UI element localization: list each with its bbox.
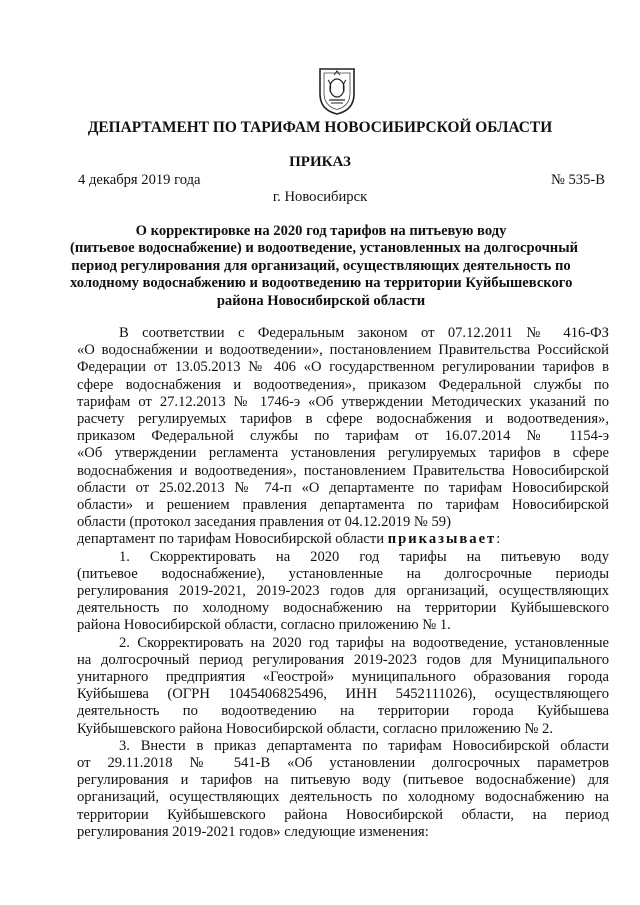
preamble-line: тарифам от 27.12.2013 № 1746-э «Об утверждении Методических указаний по — [77, 393, 609, 410]
preamble-line: области от 25.02.2013 № 74-п «О департаменте по тарифам Новосибирской — [77, 479, 609, 496]
order-date: 4 декабря 2019 года — [78, 172, 201, 188]
item-line: 1. Скорректировать на 2020 год тарифы на питьевую воду — [119, 548, 609, 565]
preamble-line: области» и решением правления департамента по тарифам Новосибирской — [77, 497, 609, 514]
orders-emphasis: приказывает — [387, 531, 497, 548]
orders-end: : — [496, 531, 501, 548]
item-line: деятельность по водоотведению на территории города Куйбышева — [77, 703, 609, 720]
subject-line: холодному водоснабжению и водоотведению на территории Куйбышевского — [70, 275, 573, 292]
orders-text: департамент по тарифам Новосибирской области — [77, 531, 388, 548]
order-body — [77, 325, 609, 841]
preamble-line: «Об утверждении регламента установления регулируемых тарифов в сфере — [77, 445, 609, 462]
subject-line: период регулирования для организаций, осуществляющих деятельность по — [71, 257, 571, 274]
preamble-line: «О водоснабжении и водоотведении», постановлением Правительства Российской — [77, 342, 609, 359]
item-line: 2. Скорректировать на 2020 год тарифы на водоотведение, установленные — [119, 634, 609, 651]
item-line: 3. Внести в приказ департамента по тарифам Новосибирской области — [119, 737, 609, 754]
preamble-line: сфере водоснабжения и водоотведения», приказом Федеральной службы по — [77, 376, 609, 393]
preamble-line: области (протокол заседания правления от 04.12.2019 № 59) — [77, 514, 451, 531]
item-line: Куйбышева (ОГРН 1045406825496, ИНН 5452111026), осуществляющего — [77, 686, 609, 703]
item-line: Куйбышевского района Новосибирской области, согласно приложению № 2. — [77, 720, 553, 737]
item-line: от 29.11.2018 № 541-В «Об установлении долгосрочных параметров — [77, 755, 609, 772]
department-name: ДЕПАРТАМЕНТ ПО ТАРИФАМ НОВОСИБИРСКОЙ ОБЛАСТИ — [87, 119, 553, 136]
orders-line — [77, 531, 609, 548]
item-line: регулирования 2019-2021 годов» следующие изменения: — [77, 823, 429, 840]
order-item-2 — [77, 635, 609, 738]
item-line: (питьевое водоснабжение), установленные на долгосрочные периоды — [77, 565, 609, 582]
document-type: ПРИКАЗ — [289, 154, 351, 170]
preamble-line: водоснабжения и водоотведения», постановлением Правительства Новосибирской — [77, 462, 609, 479]
preamble-line: В соответствии с Федеральным законом от 07.12.2011 № 416-ФЗ — [119, 325, 609, 341]
order-subject — [70, 223, 579, 310]
item-line: организаций, осуществляющих деятельность по холодному водоснабжению на — [77, 789, 609, 806]
subject-line: района Новосибирской области — [216, 292, 426, 309]
coat-of-arms-icon — [316, 66, 358, 116]
subject-line: О корректировке на 2020 год тарифов на питьевую воду — [135, 223, 507, 239]
preamble — [77, 325, 609, 531]
order-city: г. Новосибирск — [272, 189, 368, 205]
item-line: территории Куйбышевского района Новосибирской области, на период — [77, 806, 609, 823]
order-number: № 535-В — [550, 172, 605, 188]
item-line: района Новосибирской области, согласно приложению № 1. — [77, 617, 451, 634]
item-line: на долгосрочный период регулирования 2019-2023 годов для Муниципального — [77, 651, 609, 668]
item-line: регулирования и тарифов на питьевую воду (питьевое водоснабжение) для — [77, 772, 609, 789]
subject-line: (питьевое водоснабжение) и водоотведение, установленных на долгосрочный — [70, 240, 579, 257]
preamble-line: Федерации от 13.05.2013 № 406 «О государственном регулировании тарифов в — [77, 359, 609, 376]
item-line: регулирования 2019-2021, 2019-2023 годов для организаций, осуществляющих — [77, 583, 609, 600]
item-line: унитарного предприятия «Геострой» муниципального образования города — [77, 669, 609, 686]
order-item-3 — [77, 738, 609, 841]
preamble-line: приказом Федеральной службы по тарифам от 16.07.2014 № 1154-э — [77, 428, 609, 445]
order-item-1 — [77, 549, 609, 635]
item-line: деятельность по холодному водоснабжению на территории Куйбышевского — [77, 600, 609, 617]
preamble-line: расчету регулируемых тарифов в сфере водоснабжения и водоотведения», — [77, 411, 609, 428]
